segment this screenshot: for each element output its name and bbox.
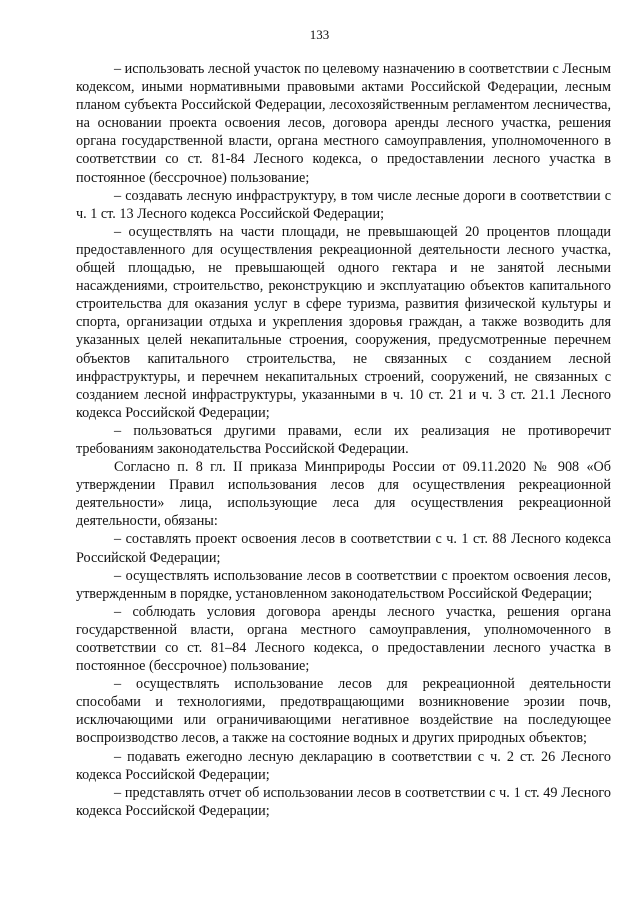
paragraph-capital-construction: – осуществлять на части площади, не превышающей 20 процентов площади предоставленного для осуществления рекреационной деятельности лесного участка, общей площадью, не превышающей одного гектара и не занятой лесными насаждениями, строительство, реконструкцию и эксплуатацию объектов капитального строительства для оказания услуг в сфере туризма, развития физической культуры и спорта, организации отдыха и укрепления здоровья граждан, а также возводить для указанных целей некапитальные строения, сооружения, предусмотренные перечнем объектов капитального строительства, не связанных с созданием лесной инфраструктуры, и перечнем некапитальных строений, сооружений, не связанных с созданием лесной инфраструктуры, указанными в ч. 10 ст. 21 и ч. 3 ст. 21.1 Лесного кодекса Российской Федерации; bbox=[76, 223, 611, 421]
paragraph-other-rights: – пользоваться другими правами, если их реализация не противоречит требованиям законодательства Российской Федерации. bbox=[76, 422, 611, 457]
paragraph-forest-declaration: – подавать ежегодно лесную декларацию в соответствии с ч. 2 ст. 26 Лесного кодекса Российской Федерации; bbox=[76, 748, 611, 783]
paragraph-erosion-prevention: – осуществлять использование лесов для рекреационной деятельности способами и технологиями, предотвращающими возникновение эрозии почв, исключающими или ограничивающими негативное воздействие на последующее воспроизводство лесов, а также на состояние водных и других природных объектов; bbox=[76, 676, 611, 747]
page-number: 133 bbox=[309, 27, 330, 42]
page-body bbox=[76, 60, 611, 820]
paragraph-lease-conditions: – соблюдать условия договора аренды лесного участка, решения органа государственной власти, органа местного самоуправления, уполномоченного в соответствии со ст. 81–84 Лесного кодекса, о предоставлении лесного участка в постоянное (бессрочное) пользование; bbox=[76, 603, 611, 675]
paragraph-order-obligations-intro: Согласно п. 8 гл. II приказа Минприроды России от 09.11.2020 № 908 «Об утверждении Правил использования лесов для осуществления рекреационной деятельности» лица, использующие леса для осуществления рекреационной деятельности, обязаны: bbox=[76, 459, 611, 530]
paragraph-usage-report: – представлять отчет об использовании лесов в соответствии с ч. 1 ст. 49 Лесного кодекса Российской Федерации; bbox=[76, 784, 611, 819]
paragraph-forest-use-per-project: – осуществлять использование лесов в соответствии с проектом освоения лесов, утвержденным в порядке, установленном законодательством Российской Федерации; bbox=[76, 567, 611, 602]
paragraph-forest-infrastructure: – создавать лесную инфраструктуру, в том числе лесные дороги в соответствии с ч. 1 ст. 13 Лесного кодекса Российской Федерации; bbox=[76, 187, 611, 222]
paragraph-forest-project: – составлять проект освоения лесов в соответствии с ч. 1 ст. 88 Лесного кодекса Российской Федерации; bbox=[76, 531, 611, 566]
paragraph-use-forest-plot: – использовать лесной участок по целевому назначению в соответствии с Лесным кодексом, иными нормативными правовыми актами Российской Федерации, лесным планом субъекта Российской Федерации, лесохозяйственным регламентом лесничества, на основании проекта освоения лесов, договора аренды лесного участка, решения органа государственной власти, органа местного самоуправления, уполномоченного в соответствии со ст. 81-84 Лесного кодекса, о предоставлении лесного участка в постоянное (бессрочное) пользование; bbox=[76, 61, 611, 186]
